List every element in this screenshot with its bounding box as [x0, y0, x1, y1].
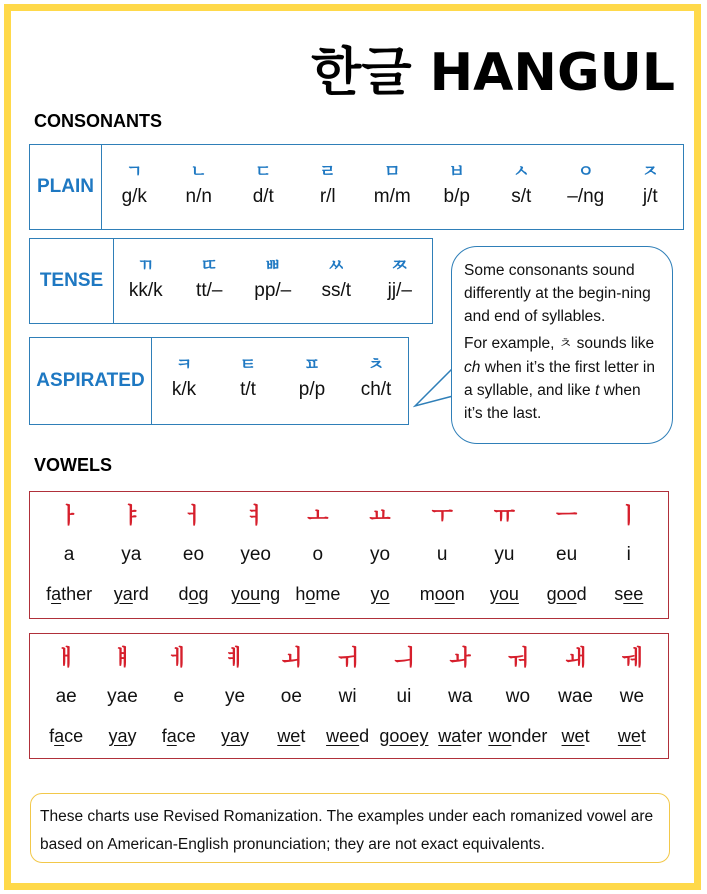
- consonant-romanization: kk/k: [128, 280, 163, 301]
- example-underlined-part: oo: [556, 583, 577, 604]
- example-part: ce: [176, 725, 196, 746]
- consonant-romanization: g/k: [121, 186, 147, 207]
- consonant-jamo: ㅌ: [239, 354, 257, 375]
- aspirated-consonant-cell: [280, 347, 344, 424]
- consonant-romanization: d/t: [252, 186, 274, 207]
- vowel-example-word: [379, 716, 428, 756]
- example-part: g: [198, 583, 209, 604]
- vowel-example-word: [114, 574, 149, 614]
- vowel-cell: [412, 492, 472, 618]
- plain-label: PLAIN: [30, 145, 102, 229]
- example-underlined-part: wee: [326, 725, 360, 746]
- consonant-romanization: p/p: [298, 379, 326, 400]
- vowel-jamo: ㅏ: [58, 503, 80, 529]
- vowel-romanization: wae: [558, 686, 593, 707]
- vowel-romanization: we: [619, 686, 645, 707]
- vowel-jamo: ㅣ: [618, 503, 640, 529]
- tense-consonant-cell: [368, 248, 432, 323]
- vowel-cell: [38, 634, 94, 758]
- example-underlined-part: a: [166, 725, 177, 746]
- vowel-jamo: ㅝ: [507, 645, 529, 671]
- consonants-heading: CONSONANTS: [34, 111, 163, 131]
- vowel-cell: [263, 634, 319, 758]
- vowel-romanization: yeo: [240, 544, 271, 565]
- vowel-jamo: ㅓ: [182, 503, 205, 529]
- vowel-cell: [39, 492, 99, 618]
- vowel-jamo: ㅠ: [493, 503, 516, 529]
- consonant-romanization: t/t: [240, 379, 256, 400]
- consonant-jamo: ㄱ: [126, 161, 143, 182]
- consonant-romanization: ch/t: [360, 379, 392, 400]
- vowel-romanization: yu: [494, 544, 515, 565]
- consonant-romanization: k/k: [171, 379, 197, 400]
- vowel-romanization: eo: [182, 544, 205, 565]
- consonant-jamo: ㄴ: [190, 161, 207, 182]
- vowel-romanization: wo: [505, 686, 531, 707]
- example-part: d: [576, 583, 587, 604]
- example-part: g: [379, 725, 390, 746]
- example-underlined-part: you: [489, 583, 519, 604]
- example-underlined-part: wo: [488, 725, 512, 746]
- example-part: f: [46, 583, 52, 604]
- example-underlined-part: oo: [434, 583, 455, 604]
- consonant-romanization: ss/t: [321, 280, 352, 301]
- vowel-example-word: [178, 574, 208, 614]
- vowel-jamo: ㅗ: [307, 503, 329, 529]
- tense-label: TENSE: [30, 239, 114, 323]
- vowel-cell: [151, 634, 207, 758]
- note-example-t: t: [594, 382, 600, 399]
- vowel-cell: [537, 492, 597, 618]
- vowel-romanization: oe: [280, 686, 302, 707]
- example-part: ther: [61, 583, 93, 604]
- example-underlined-part: ya: [113, 583, 133, 604]
- vowel-cell: [207, 634, 263, 758]
- consonant-jamo: ㅍ: [303, 354, 321, 375]
- vowel-jamo: ㅒ: [111, 645, 134, 671]
- example-part: s: [614, 583, 624, 604]
- vowel-cell: [288, 492, 348, 618]
- example-part: y: [240, 725, 250, 746]
- vowel-example-word: [221, 716, 249, 756]
- plain-consonant-cell: [425, 154, 490, 229]
- example-part: nder: [511, 725, 548, 746]
- example-underlined-part: we: [617, 725, 641, 746]
- vowel-romanization: wa: [448, 686, 473, 707]
- consonant-romanization: r/l: [319, 186, 336, 207]
- aspirated-consonant-cell: [152, 347, 216, 424]
- example-part: me: [315, 583, 341, 604]
- vowel-romanization: wi: [338, 686, 357, 707]
- plain-consonant-cell: [231, 154, 296, 229]
- aspirated-label: ASPIRATED: [30, 338, 152, 424]
- consonant-romanization: m/m: [373, 186, 411, 207]
- note-line-2: [464, 332, 662, 425]
- vowel-example-word: [547, 574, 587, 614]
- example-part: t: [640, 725, 646, 746]
- vowel-example-word: [49, 716, 83, 756]
- vowel-cell: [94, 634, 150, 758]
- consonant-romanization: j/t: [642, 186, 658, 207]
- example-underlined-part: we: [561, 725, 585, 746]
- vowel-jamo: ㅞ: [621, 645, 643, 671]
- example-underlined-part: we: [277, 725, 301, 746]
- consonant-jamo: ㅊ: [367, 354, 385, 375]
- consonant-jamo: ㅉ: [391, 255, 408, 276]
- vowel-example-word: [488, 716, 547, 756]
- example-underlined-part: ee: [623, 583, 644, 604]
- vowel-jamo: ㅙ: [564, 645, 587, 671]
- vowel-example-word: [618, 716, 646, 756]
- vowel-example-word: [277, 716, 305, 756]
- example-part: h: [295, 583, 306, 604]
- vowel-jamo: ㅘ: [449, 645, 471, 671]
- vowel-example-word: [562, 716, 590, 756]
- vowel-cell: [376, 634, 432, 758]
- example-underlined-part: a: [51, 583, 62, 604]
- vowel-jamo: ㅖ: [224, 645, 246, 671]
- example-underlined-part: you: [231, 583, 261, 604]
- vowel-romanization: yae: [107, 686, 138, 707]
- vowel-cell: [599, 492, 659, 618]
- note-example-prefix: For example,: [464, 335, 555, 352]
- vowel-jamo: ㅕ: [245, 503, 267, 529]
- example-underlined-part: wa: [438, 725, 462, 746]
- example-part: ce: [64, 725, 84, 746]
- consonant-jamo: ㅁ: [384, 161, 401, 182]
- example-part: f: [49, 725, 55, 746]
- vowel-cell: [226, 492, 286, 618]
- consonant-jamo: ㄲ: [137, 255, 154, 276]
- vowel-cell: [604, 634, 660, 758]
- vowel-jamo: ㅟ: [337, 645, 359, 671]
- vowel-cell: [432, 634, 488, 758]
- tense-consonants-table: [29, 238, 433, 324]
- vowel-cell: [319, 634, 375, 758]
- vowel-cell: [474, 492, 534, 618]
- vowels-table-compound: [29, 633, 669, 759]
- vowel-example-word: [490, 574, 519, 614]
- page-title: 한글 HANGUL: [311, 43, 675, 103]
- consonant-note-bubble: [451, 246, 673, 444]
- consonant-jamo: ㄹ: [319, 161, 336, 182]
- vowel-example-word: [46, 574, 92, 614]
- vowel-jamo: ㅑ: [120, 503, 142, 529]
- consonant-jamo: ㅅ: [513, 161, 530, 182]
- example-part: ng: [260, 583, 281, 604]
- plain-consonant-cell: [296, 154, 361, 229]
- aspirated-consonant-cell: [344, 347, 408, 424]
- example-part: rd: [132, 583, 149, 604]
- vowel-example-word: [614, 574, 643, 614]
- example-underlined-part: o: [305, 583, 316, 604]
- footnote-box: These charts use Revised Romanization. The examples under each romanized vowel are based on American-English pronunciation; they are not exact equivalents.: [30, 793, 670, 863]
- tense-consonant-cell: [241, 248, 305, 323]
- plain-consonant-cell: [167, 154, 232, 229]
- tense-consonant-cell: [305, 248, 369, 323]
- vowel-romanization: yo: [369, 544, 391, 565]
- consonant-jamo: ㅇ: [577, 161, 594, 182]
- vowel-jamo: ㅡ: [555, 503, 578, 529]
- note-example-text-b: when it’s the first letter in a syllable, and like: [464, 359, 655, 399]
- plain-consonant-cell: [489, 154, 554, 229]
- example-underlined-part: ooey: [389, 725, 429, 746]
- vowel-romanization: u: [436, 544, 448, 565]
- example-part: m: [419, 583, 435, 604]
- vowel-jamo: ㅔ: [168, 645, 190, 671]
- consonant-jamo: ㄷ: [255, 161, 272, 182]
- vowel-example-word: [420, 574, 465, 614]
- example-part: d: [359, 725, 370, 746]
- example-underlined-part: ya: [221, 725, 241, 746]
- consonant-romanization: s/t: [511, 186, 532, 207]
- consonant-romanization: n/n: [185, 186, 212, 207]
- vowel-example-word: [438, 716, 482, 756]
- vowel-jamo: ㅚ: [280, 645, 302, 671]
- vowel-jamo: ㅜ: [431, 503, 453, 529]
- consonant-jamo: ㅈ: [642, 161, 659, 182]
- tense-consonant-cell: [178, 248, 242, 323]
- note-example-jamo: ㅊ: [558, 336, 573, 352]
- consonant-romanization: jj/–: [387, 280, 412, 301]
- consonant-jamo: ㅋ: [175, 354, 193, 375]
- vowel-cell: [101, 492, 161, 618]
- vowel-romanization: o: [312, 544, 324, 565]
- aspirated-consonant-cells: [152, 338, 408, 424]
- tense-consonant-cell: [114, 248, 178, 323]
- note-line-1: Some consonants sound differently at the begin-ning and end of syllables.: [464, 262, 651, 325]
- consonant-romanization: –/ng: [567, 186, 605, 207]
- aspirated-consonant-cell: [216, 347, 280, 424]
- vowel-cell: [350, 492, 410, 618]
- example-underlined-part: o: [188, 583, 199, 604]
- vowel-example-word: [231, 574, 280, 614]
- plain-consonant-cell: [102, 154, 167, 229]
- note-example-text-c: when it’s the last.: [464, 382, 641, 422]
- vowel-cell: [547, 634, 603, 758]
- consonant-jamo: ㅆ: [328, 255, 345, 276]
- vowel-romanization: i: [626, 544, 631, 565]
- vowel-romanization: a: [63, 544, 75, 565]
- vowel-example-word: [162, 716, 196, 756]
- aspirated-consonants-table: [29, 337, 409, 425]
- plain-consonant-cells: [102, 145, 683, 229]
- tense-consonant-cells: [114, 239, 432, 323]
- note-example-text-a: sounds like: [576, 335, 655, 352]
- plain-consonants-table: [29, 144, 684, 230]
- vowel-example-word: [108, 716, 136, 756]
- vowel-jamo: ㅢ: [393, 645, 415, 671]
- vowel-romanization: ae: [55, 686, 77, 707]
- example-underlined-part: a: [54, 725, 65, 746]
- example-underlined-part: yo: [370, 583, 390, 604]
- vowel-romanization: ye: [225, 686, 246, 707]
- consonant-romanization: tt/–: [196, 280, 223, 301]
- vowel-jamo: ㅐ: [55, 645, 77, 671]
- plain-consonant-cell: [360, 154, 425, 229]
- example-part: ter: [461, 725, 483, 746]
- vowel-example-word: [371, 574, 390, 614]
- consonant-romanization: pp/–: [254, 280, 292, 301]
- example-part: d: [178, 583, 189, 604]
- example-part: t: [584, 725, 590, 746]
- vowels-table-basic: [29, 491, 669, 619]
- example-part: t: [300, 725, 306, 746]
- vowel-romanization: ui: [396, 686, 412, 707]
- consonant-jamo: ㅃ: [264, 255, 281, 276]
- vowel-jamo: ㅛ: [369, 503, 391, 529]
- consonant-jamo: ㄸ: [201, 255, 218, 276]
- vowel-cell: [163, 492, 223, 618]
- plain-consonant-cell: [554, 154, 619, 229]
- example-part: n: [454, 583, 465, 604]
- consonant-romanization: b/p: [443, 186, 470, 207]
- vowel-romanization: e: [173, 686, 185, 707]
- plain-consonant-cell: [618, 154, 683, 229]
- note-example-ch: ch: [464, 359, 481, 376]
- vowel-example-word: [326, 716, 369, 756]
- vowels-heading: VOWELS: [34, 455, 113, 475]
- vowel-cell: [488, 634, 547, 758]
- consonant-jamo: ㅂ: [448, 161, 465, 182]
- vowel-example-word: [295, 574, 340, 614]
- vowel-romanization: eu: [556, 544, 578, 565]
- vowel-romanization: ya: [121, 544, 142, 565]
- example-part: g: [546, 583, 557, 604]
- example-part: y: [127, 725, 137, 746]
- example-underlined-part: ya: [108, 725, 128, 746]
- example-part: f: [161, 725, 167, 746]
